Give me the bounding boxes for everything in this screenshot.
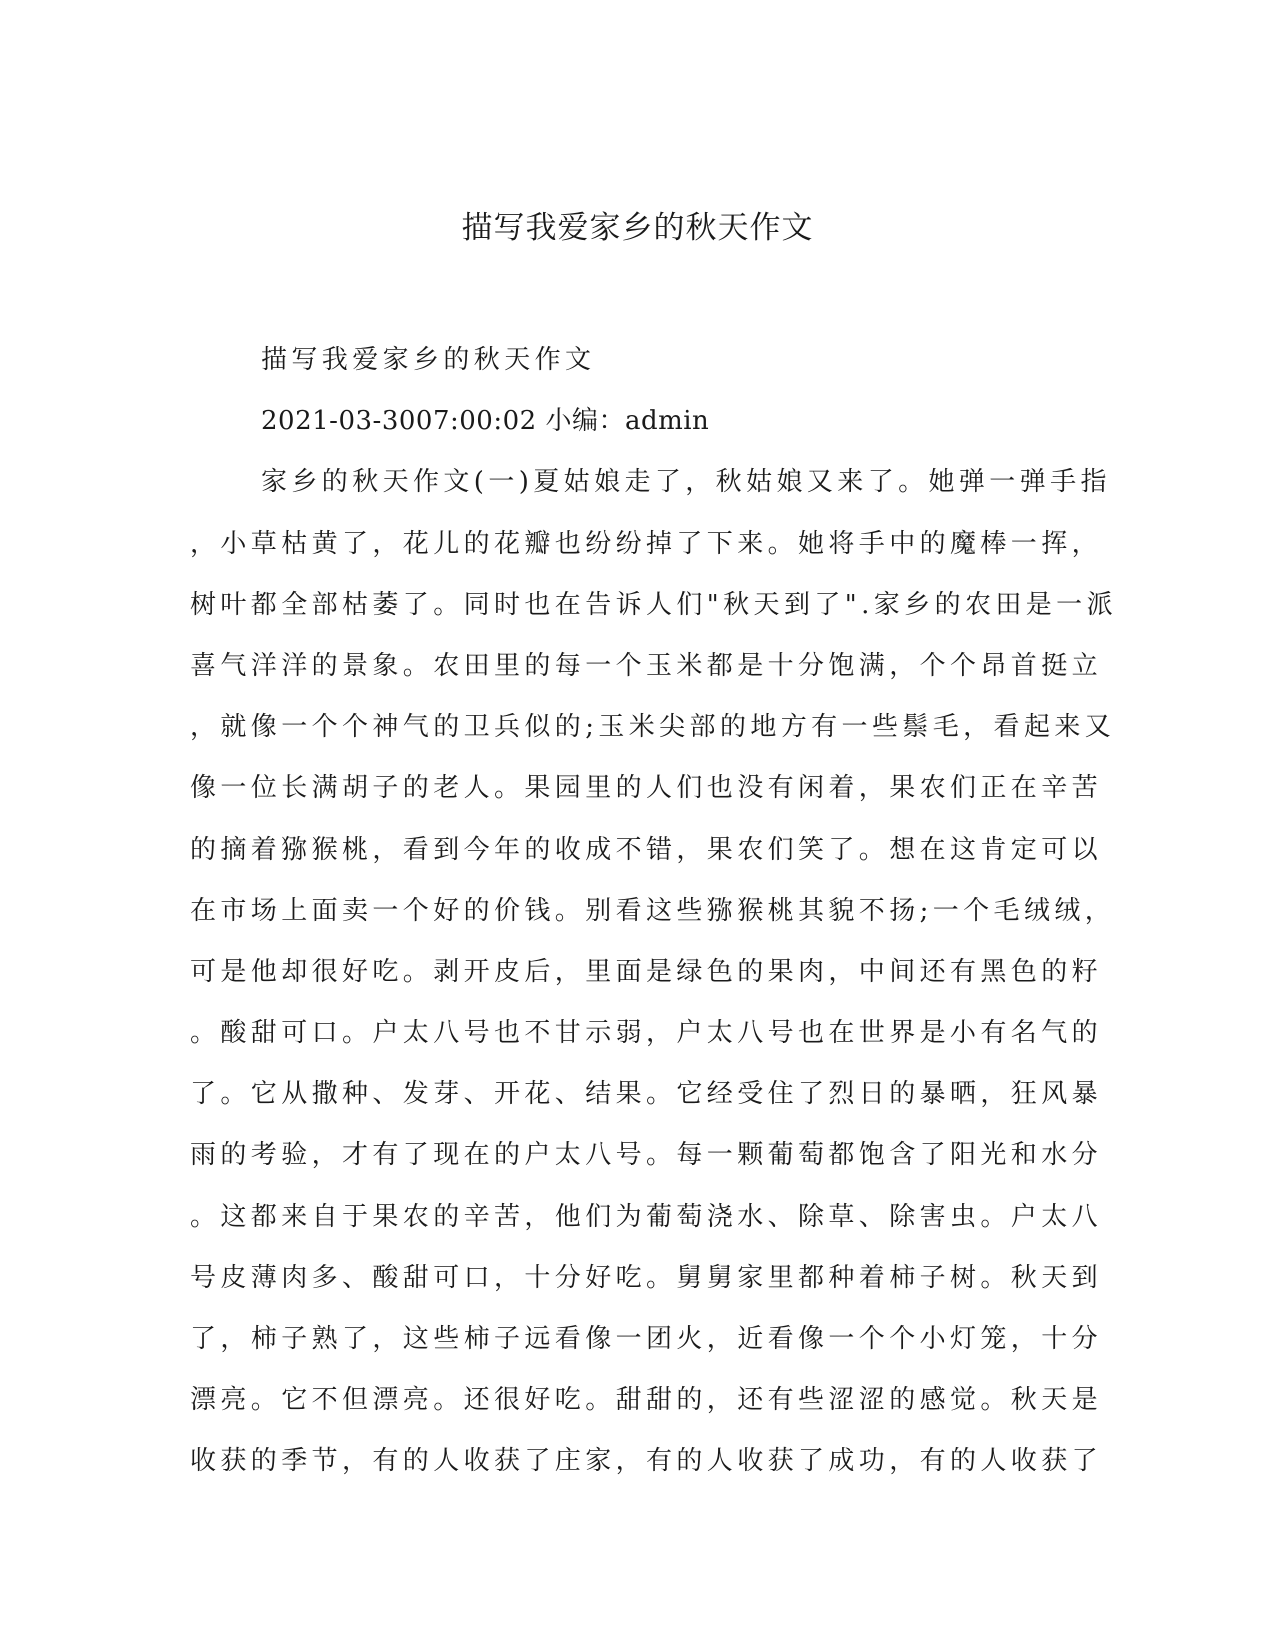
paragraph-line: 收获的季节，有的人收获了庄家，有的人收获了成功，有的人收获了 — [190, 1446, 1103, 1477]
paragraph-line: 号皮薄肉多、酸甜可口，十分好吃。舅舅家里都种着柿子树。秋天到 — [190, 1262, 1103, 1293]
paragraph-line: 在市场上面卖一个好的价钱。别看这些猕猴桃其貌不扬;一个毛绒绒， — [190, 895, 1116, 926]
paragraph-line: 喜气洋洋的景象。农田里的每一个玉米都是十分饱满，个个昂首挺立 — [190, 650, 1103, 681]
paragraph-line: ，就像一个个神气的卫兵似的;玉米尖部的地方有一些鬃毛，看起来又 — [190, 712, 1116, 743]
paragraph-line: 树叶都全部枯萎了。同时也在告诉人们"秋天到了".家乡的农田是一派 — [190, 589, 1117, 620]
paragraph-line: 可是他却很好吃。剥开皮后，里面是绿色的果肉，中间还有黑色的籽 — [190, 956, 1103, 987]
publish-meta: 2021-03-3007:00:02 小编：admin — [261, 406, 710, 437]
paragraph-line: 。这都来自于果农的辛苦，他们为葡萄浇水、除草、除害虫。户太八 — [190, 1201, 1103, 1232]
paragraph-line: 家乡的秋天作文(一)夏姑娘走了，秋姑娘又来了。她弹一弹手指 — [261, 467, 1111, 498]
paragraph-line: 。酸甜可口。户太八号也不甘示弱，户太八号也在世界是小有名气的 — [190, 1018, 1103, 1049]
paragraph-line: ，小草枯黄了，花儿的花瓣也纷纷掉了下来。她将手中的魔棒一挥， — [190, 528, 1103, 559]
paragraph-line: 漂亮。它不但漂亮。还很好吃。甜甜的，还有些涩涩的感觉。秋天是 — [190, 1385, 1103, 1416]
paragraph-line: 了，柿子熟了，这些柿子远看像一团火，近看像一个个小灯笼，十分 — [190, 1324, 1103, 1354]
paragraph-line: 雨的考验，才有了现在的户太八号。每一颗葡萄都饱含了阳光和水分 — [190, 1140, 1103, 1171]
paragraph-line: 了。它从撒种、发芽、开花、结果。它经受住了烈日的暴晒，狂风暴 — [190, 1079, 1103, 1110]
paragraph-line: 的摘着猕猴桃，看到今年的收成不错，果农们笑了。想在这肯定可以 — [190, 834, 1103, 865]
paragraph-line: 像一位长满胡子的老人。果园里的人们也没有闲着，果农们正在辛苦 — [190, 773, 1103, 804]
document-title: 描写我爱家乡的秋天作文 — [461, 210, 814, 246]
document-subtitle: 描写我爱家乡的秋天作文 — [261, 345, 596, 375]
document-body — [190, 330, 1117, 1493]
